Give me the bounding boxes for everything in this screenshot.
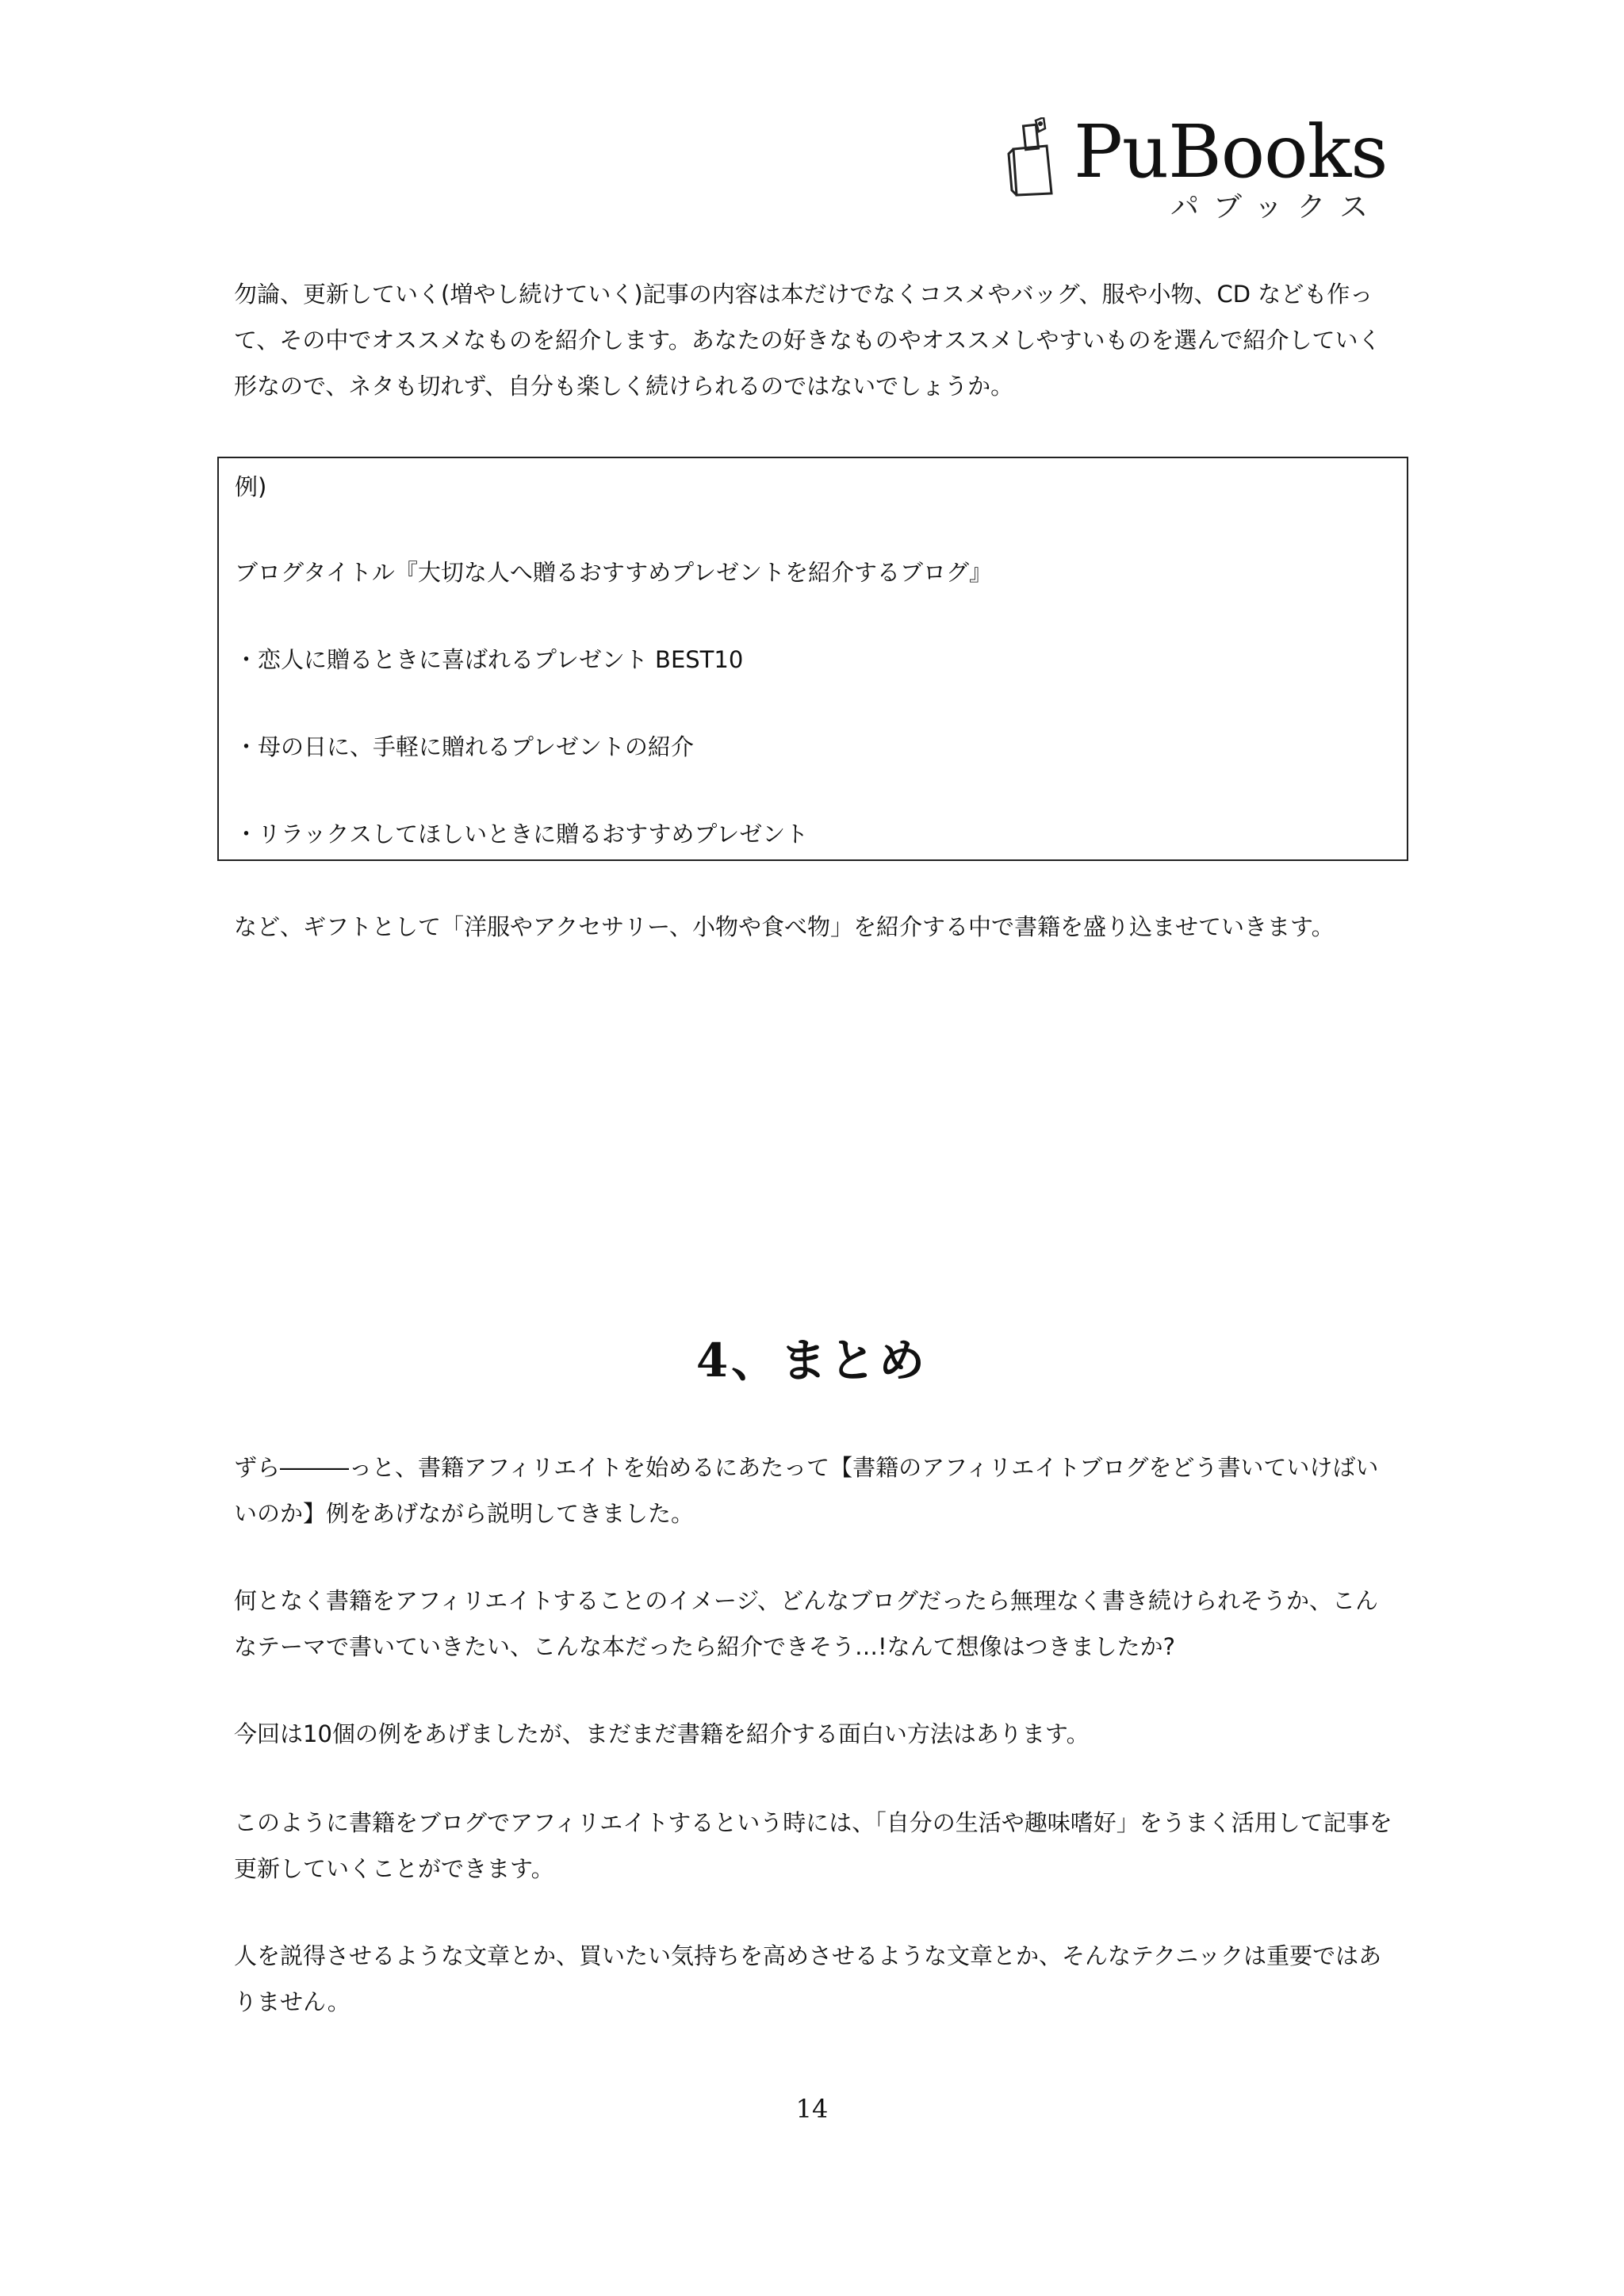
book-bag-icon <box>1005 117 1061 197</box>
logo-kana: パブックス <box>1170 191 1383 224</box>
intro-paragraph: 勿論、更新していく(増やし続けていく)記事の内容は本だけでなくコスメやバッグ、服や小物、CD なども作って、その中でオススメなものを紹介します。あなたの好きなものやオススメしやすいものを選んで紹介していく形なので、ネタも切れず、自分も楽しく続けられるのではないでしょうか。 <box>234 281 1381 400</box>
summary-paragraph: 人を説得させるような文章とか、買いたい気持ちを高めさせるような文章とか、そんなテクニックは重要ではありません。 <box>234 1942 1382 2015</box>
example-blog-title: ブログタイトル『大切な人へ贈るおすすめプレゼントを紹介するブログ』 <box>235 559 992 586</box>
after-example-paragraph: など、ギフトとして「洋服やアクセサリー、小物や食べ物」を紹介する中で書籍を盛り込ませていきます。 <box>234 913 1335 940</box>
summary-paragraph: 今回は10個の例をあげましたが、まだまだ書籍を紹介する面白い方法はあります。 <box>234 1720 1090 1747</box>
summary-paragraph: 何となく書籍をアフィリエイトすることのイメージ、どんなブログだったら無理なく書き続けられそうか、こんなテーマで書いていきたい、こんな本だったら紹介できそう…!なんて想像はつきましたか? <box>234 1587 1379 1660</box>
example-item: ・恋人に贈るときに喜ばれるプレゼント BEST10 <box>235 646 744 673</box>
summary-paragraph: このように書籍をブログでアフィリエイトするという時には、「自分の生活や趣味嗜好」をうまく活用して記事を更新していくことができます。 <box>234 1809 1392 1882</box>
example-item: ・母の日に、手軽に贈れるプレゼントの紹介 <box>235 733 694 760</box>
section-heading: 4、まとめ <box>695 1334 929 1387</box>
example-item: ・リラックスしてほしいときに贈るおすすめプレゼント <box>235 821 809 848</box>
example-box <box>217 457 1408 861</box>
summary-paragraph: ずら―――っと、書籍アフィリエイトを始めるにあたって【書籍のアフィリエイトブログをどう書いていけばいいのか】例をあげながら説明してきました。 <box>234 1454 1379 1527</box>
pubooks-logo <box>1005 109 1388 228</box>
page-number: 14 <box>795 2094 829 2124</box>
example-label: 例) <box>235 473 267 500</box>
logo-wordmark: PuBooks <box>1074 109 1388 194</box>
